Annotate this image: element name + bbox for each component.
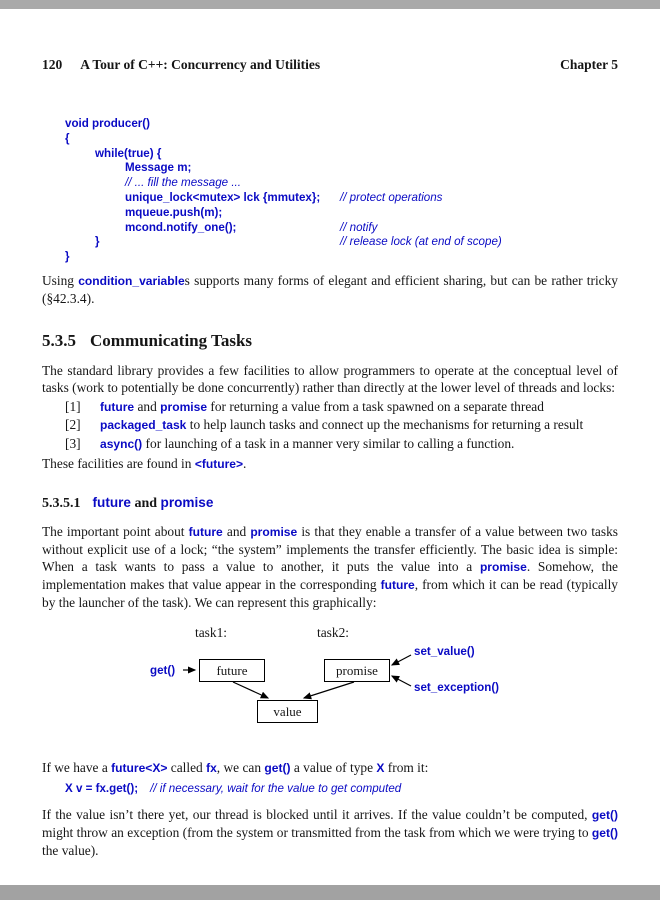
list-number: [3] <box>65 435 81 451</box>
paragraph-found-in-future: These facilities are found in <future>. <box>42 456 247 472</box>
page-edge-top <box>0 0 660 9</box>
code-text: X v = fx.get(); <box>65 782 139 796</box>
get-label: get() <box>150 664 176 678</box>
paragraph-intro-tasks: The standard library provides a few facilities to allow programmers to operate at the conceptual level of tasks (work to potentially be done concurrently) rather than directly at the lower level of threads and locks: <box>42 362 618 395</box>
code-comment: // release lock (at end of scope) <box>340 235 502 249</box>
code-line: mqueue.push(m); <box>125 205 223 219</box>
page-edge-bottom <box>0 885 660 900</box>
set-exception-label: set_exception() <box>414 681 500 695</box>
running-head-title: A Tour of C++: Concurrency and Utilities <box>80 57 321 72</box>
promise-box: promise <box>324 659 390 682</box>
code-comment: // protect operations <box>340 190 443 204</box>
code-line: Message m; <box>125 161 192 175</box>
future-box: future <box>199 659 265 682</box>
section-heading <box>42 331 618 351</box>
code-block-producer <box>65 117 618 265</box>
section-title: Communicating Tasks <box>90 330 253 350</box>
code-comment: // notify <box>340 220 378 234</box>
code-line: void producer() <box>65 117 151 130</box>
code-line: } <box>65 250 70 264</box>
set-value-label: set_value() <box>414 645 475 659</box>
paragraph-future-x: If we have a future<X> called fx, we can get() a value of type X from it: <box>42 760 429 776</box>
section-number: 5.3.5 <box>42 330 76 350</box>
code-line: } // release lock (at end of scope) <box>95 235 502 249</box>
subsection-title: future and promise <box>92 495 214 512</box>
list-number: [2] <box>65 417 81 433</box>
paragraph-condition-variable: Using condition_variables supports many forms of elegant and efficient sharing, but can be rather tricky (§42.3.4). <box>42 272 618 306</box>
code-comment: // if necessary, wait for the value to get computed <box>150 782 402 796</box>
code-line: while(true) { <box>95 146 162 160</box>
code-line: { <box>65 131 70 145</box>
list-item-text: future and promise for returning a value from a task spawned on a separate thread <box>100 398 544 414</box>
list-item-text: async() for launching of a task in a manner very similar to calling a function. <box>100 435 515 451</box>
paragraph-future-promise: The important point about future and promise is that they enable a transfer of a value between two tasks without explicit use of a lock; “the system” implements the transfer efficiently. The basic idea is simple: When a task wants to pass a value to another, it puts the value into a promise. Somehow, the implementation makes that value appear in the corresponding future, from which it can be read (typically by the launcher of the task). We can represent this graphically: <box>42 524 618 611</box>
subsection-number: 5.3.5.1 <box>42 496 81 512</box>
list-item <box>42 416 618 435</box>
running-head <box>42 57 618 73</box>
list-item <box>42 398 618 417</box>
task1-label: task1: <box>195 625 227 641</box>
code-line: unique_lock<mutex> lck {mmutex}; // protect operations <box>125 190 443 204</box>
list-number: [1] <box>65 398 81 414</box>
future-promise-diagram <box>42 625 618 743</box>
facilities-list <box>42 398 618 454</box>
value-box: value <box>257 700 318 723</box>
task2-label: task2: <box>317 625 349 641</box>
inline-code-get <box>65 782 618 797</box>
diagram-arrows <box>42 625 618 743</box>
code-line: mcond.notify_one(); // notify <box>125 220 378 234</box>
chapter-label: Chapter 5 <box>560 57 618 72</box>
page-number: 120 <box>42 57 63 72</box>
list-item <box>42 435 618 454</box>
code-line: // ... fill the message ... <box>125 176 241 190</box>
paragraph-blocked: If the value isn’t there yet, our thread is blocked until it arrives. If the value couldn’t be computed, get() might throw an exception (from the system or transmitted from the task from which we were trying to get() the value). <box>42 807 618 859</box>
list-item-text: packaged_task to help launch tasks and connect up the mechanisms for returning a result <box>100 417 584 433</box>
book-page <box>0 9 660 885</box>
subsection-heading <box>42 495 618 512</box>
